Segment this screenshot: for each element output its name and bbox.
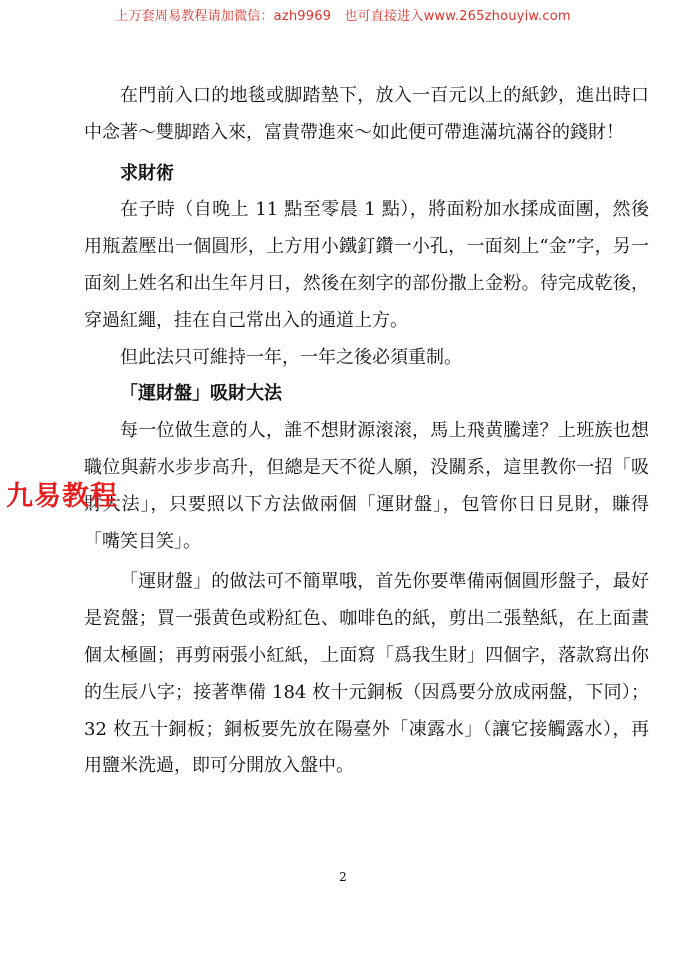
paragraph-doormat: 在門前入口的地毯或脚踏墊下，放入一百元以上的紙鈔，進出時口中念著～雙脚踏入來，富貴帶進來～如此便可帶進滿坑滿谷的錢財！ — [84, 85, 649, 143]
page-number: 2 — [339, 870, 347, 884]
paragraph-flour-dough: 在子時（自晚上 11 點至零晨 1 點），將面粉加水揉成面團，然後用瓶蓋壓出一個圓形，上方用小鐵釘鑽一小孔，一面刻上“金”字，另一面刻上姓名和出生年月日，然後在刻字的部份撒上金粉。待完成乾後，穿過紅繩，挂在自己常出入的通道上方。 — [84, 199, 649, 331]
watermark-logo: 九易教程 — [6, 481, 118, 512]
section-heading-wealth-plate: 「運財盤」吸財大法 — [120, 383, 282, 405]
section-heading-wealth-technique: 求財術 — [120, 162, 174, 184]
paragraph-business-people: 每一位做生意的人，誰不想財源滚滚，馬上飛黄騰達？上班族也想職位與薪水步步高升，但總是天不從人願，没關系，這里教你一招「吸財大法」，只要照以下方法做兩個「運財盤」，包管你日日見財，賺得「嘴笑目笑」。 — [84, 420, 649, 552]
paragraph-plate-method: 「運財盤」的做法可不簡單哦，首先你要準備兩個圓形盤子，最好是瓷盤；買一張黄色或粉紅色、咖啡色的紙，剪出二張墊紙，在上面畫個太極圖；再剪兩張小紅紙，上面寫「爲我生財」四個字，落款寫出你的生辰八字；接著準備 184 枚十元銅板（因爲要分放成兩盤，下同）；32 枚五十銅板；銅板要先放在陽臺外「凍露水」（讓它接觸露水），再用鹽米洗過，即可分開放入盤中。 — [84, 571, 649, 777]
paragraph-one-year: 但此法只可維持一年，一年之後必須重制。 — [120, 346, 462, 368]
top-banner: 上万套周易教程请加微信：azh9969 也可直接进入www.265zhouyiw.com — [115, 9, 571, 24]
document-body — [84, 78, 649, 785]
